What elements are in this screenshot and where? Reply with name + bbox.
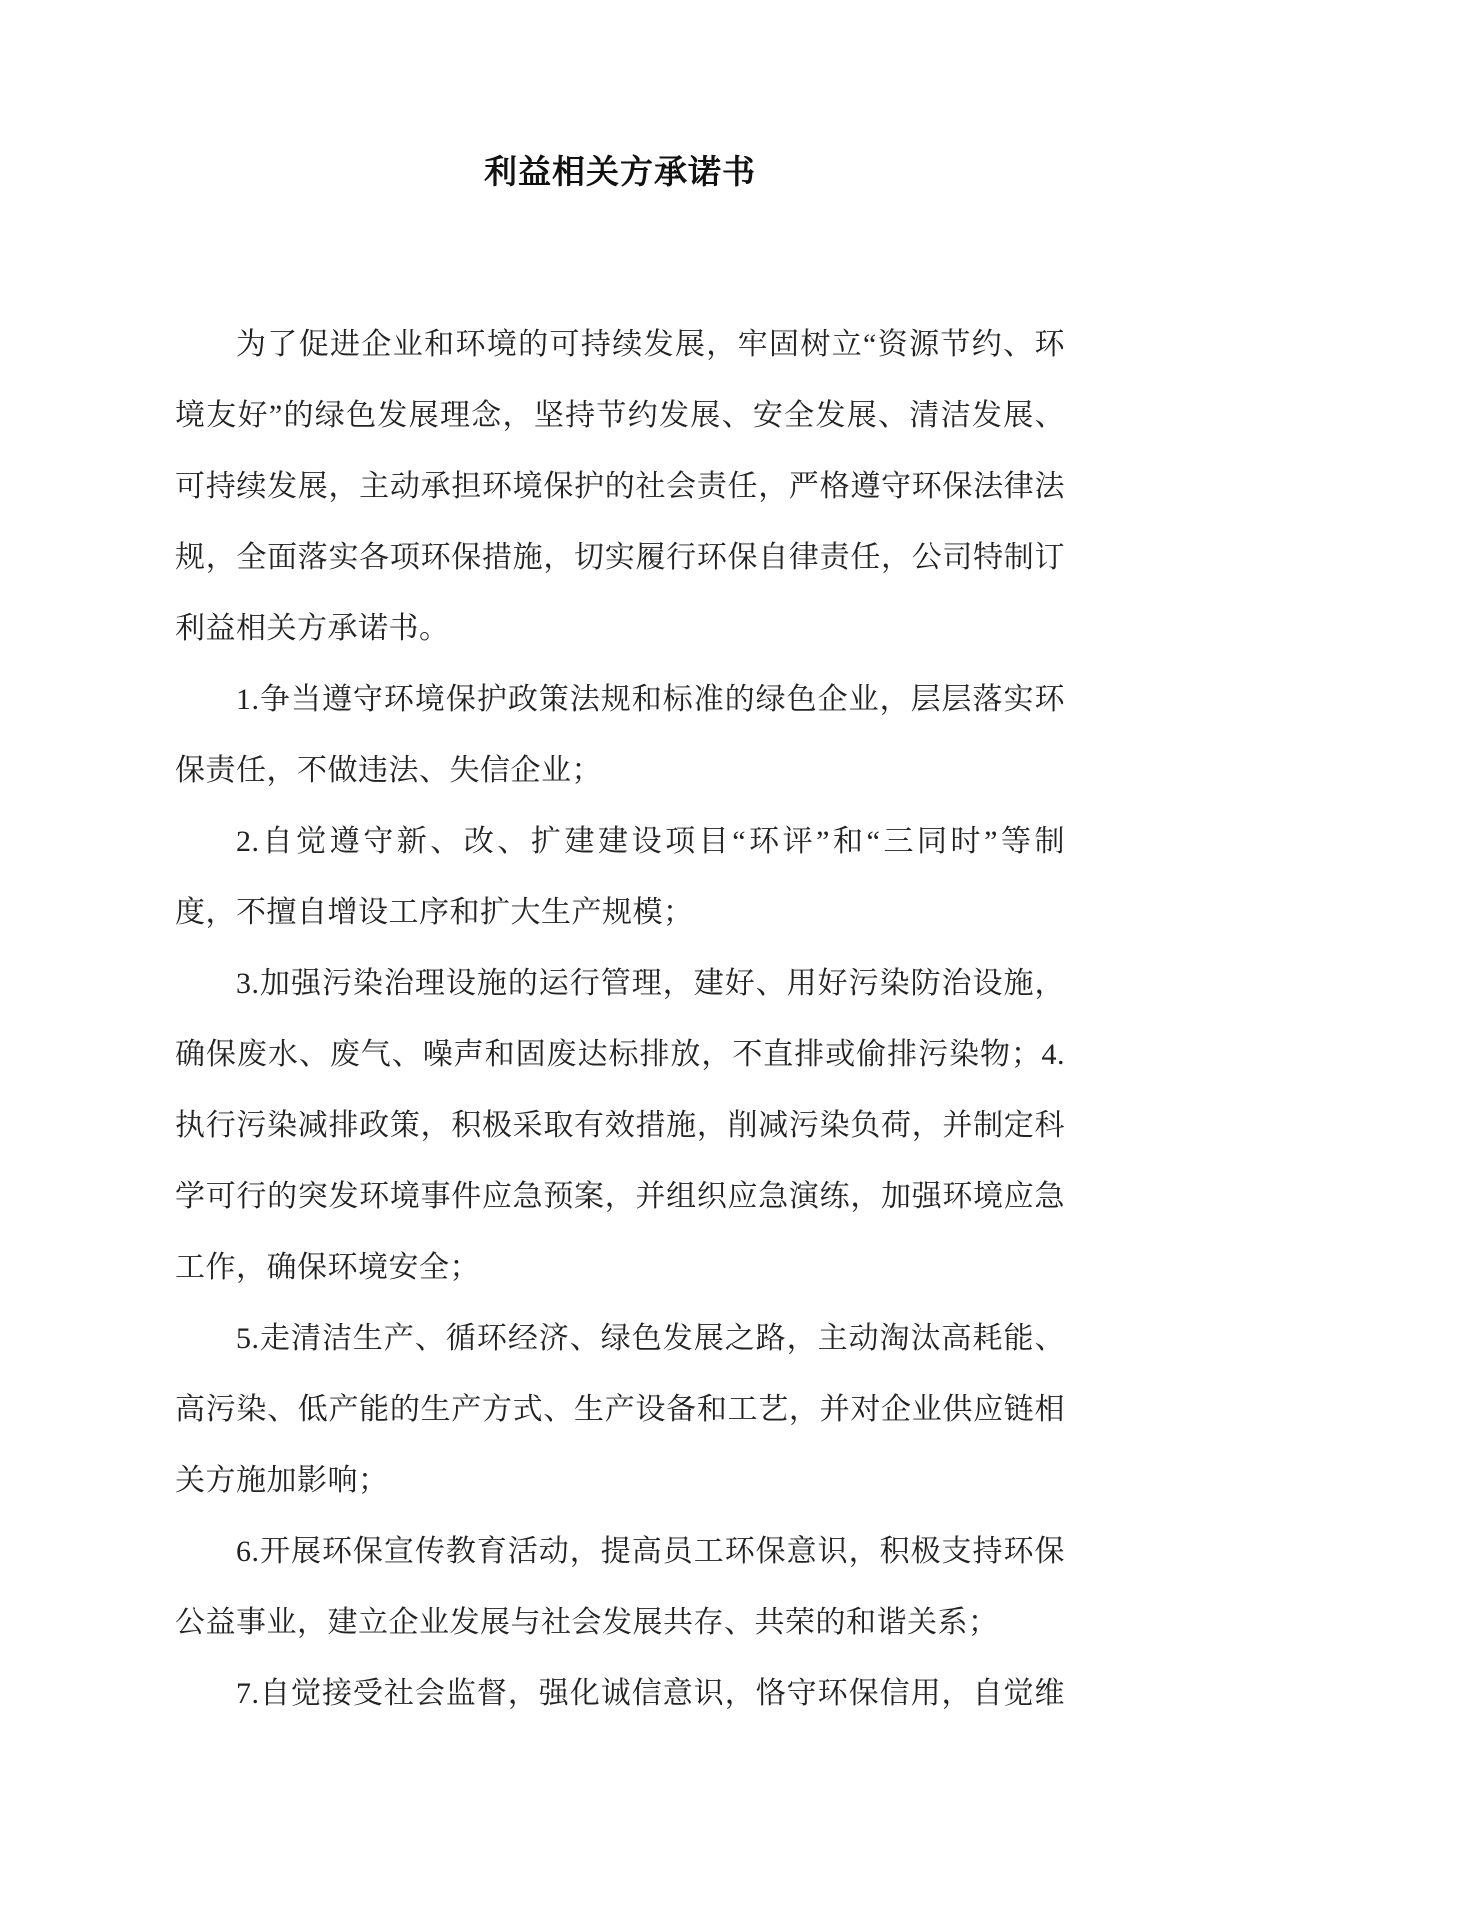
document-text-line: 境友好”的绿色发展理念，坚持节约发展、安全发展、清洁发展、 xyxy=(175,399,1065,432)
document-text-line: 2.自觉遵守新、改、扩建建设项目“环评”和“三同时”等制 xyxy=(236,825,1065,858)
document-body xyxy=(175,309,1065,1729)
document-text-line: 确保废水、废气、噪声和固废达标排放，不直排或偷排污染物；4. xyxy=(175,1038,1065,1071)
document-title: 利益相关方承诺书 xyxy=(484,153,756,190)
document-text-line: 可持续发展，主动承担环境保护的社会责任，严格遵守环保法律法 xyxy=(175,470,1065,503)
document-text-line: 1.争当遵守环境保护政策法规和标准的绿色企业，层层落实环 xyxy=(236,683,1065,716)
document-text-line: 7.自觉接受社会监督，强化诚信意识，恪守环保信用，自觉维 xyxy=(236,1677,1065,1710)
document-text-line: 工作，确保环境安全； xyxy=(175,1251,480,1284)
document-text-line: 关方施加影响； xyxy=(175,1464,389,1497)
document-text-line: 利益相关方承诺书。 xyxy=(175,612,450,645)
document-text-line: 5.走清洁生产、循环经济、绿色发展之路，主动淘汰高耗能、 xyxy=(236,1322,1065,1355)
document-text-line: 保责任，不做违法、失信企业； xyxy=(175,754,602,787)
document-text-line: 度，不擅自增设工序和扩大生产规模； xyxy=(175,896,694,929)
document-text-line: 执行污染减排政策，积极采取有效措施，削减污染负荷，并制定科 xyxy=(175,1109,1065,1142)
document-text-line: 3.加强污染治理设施的运行管理，建好、用好污染防治设施， xyxy=(236,967,1065,1000)
document-text-line: 6.开展环保宣传教育活动，提高员工环保意识，积极支持环保 xyxy=(236,1535,1065,1568)
document-text-line: 学可行的突发环境事件应急预案，并组织应急演练，加强环境应急 xyxy=(175,1180,1065,1213)
document-text-line: 规，全面落实各项环保措施，切实履行环保自律责任，公司特制订 xyxy=(175,541,1065,574)
document-text-line: 高污染、低产能的生产方式、生产设备和工艺，并对企业供应链相 xyxy=(175,1393,1065,1426)
document-text-line: 为了促进企业和环境的可持续发展，牢固树立“资源节约、环 xyxy=(236,328,1065,361)
document-text-line: 公益事业，建立企业发展与社会发展共存、共荣的和谐关系； xyxy=(175,1606,999,1639)
